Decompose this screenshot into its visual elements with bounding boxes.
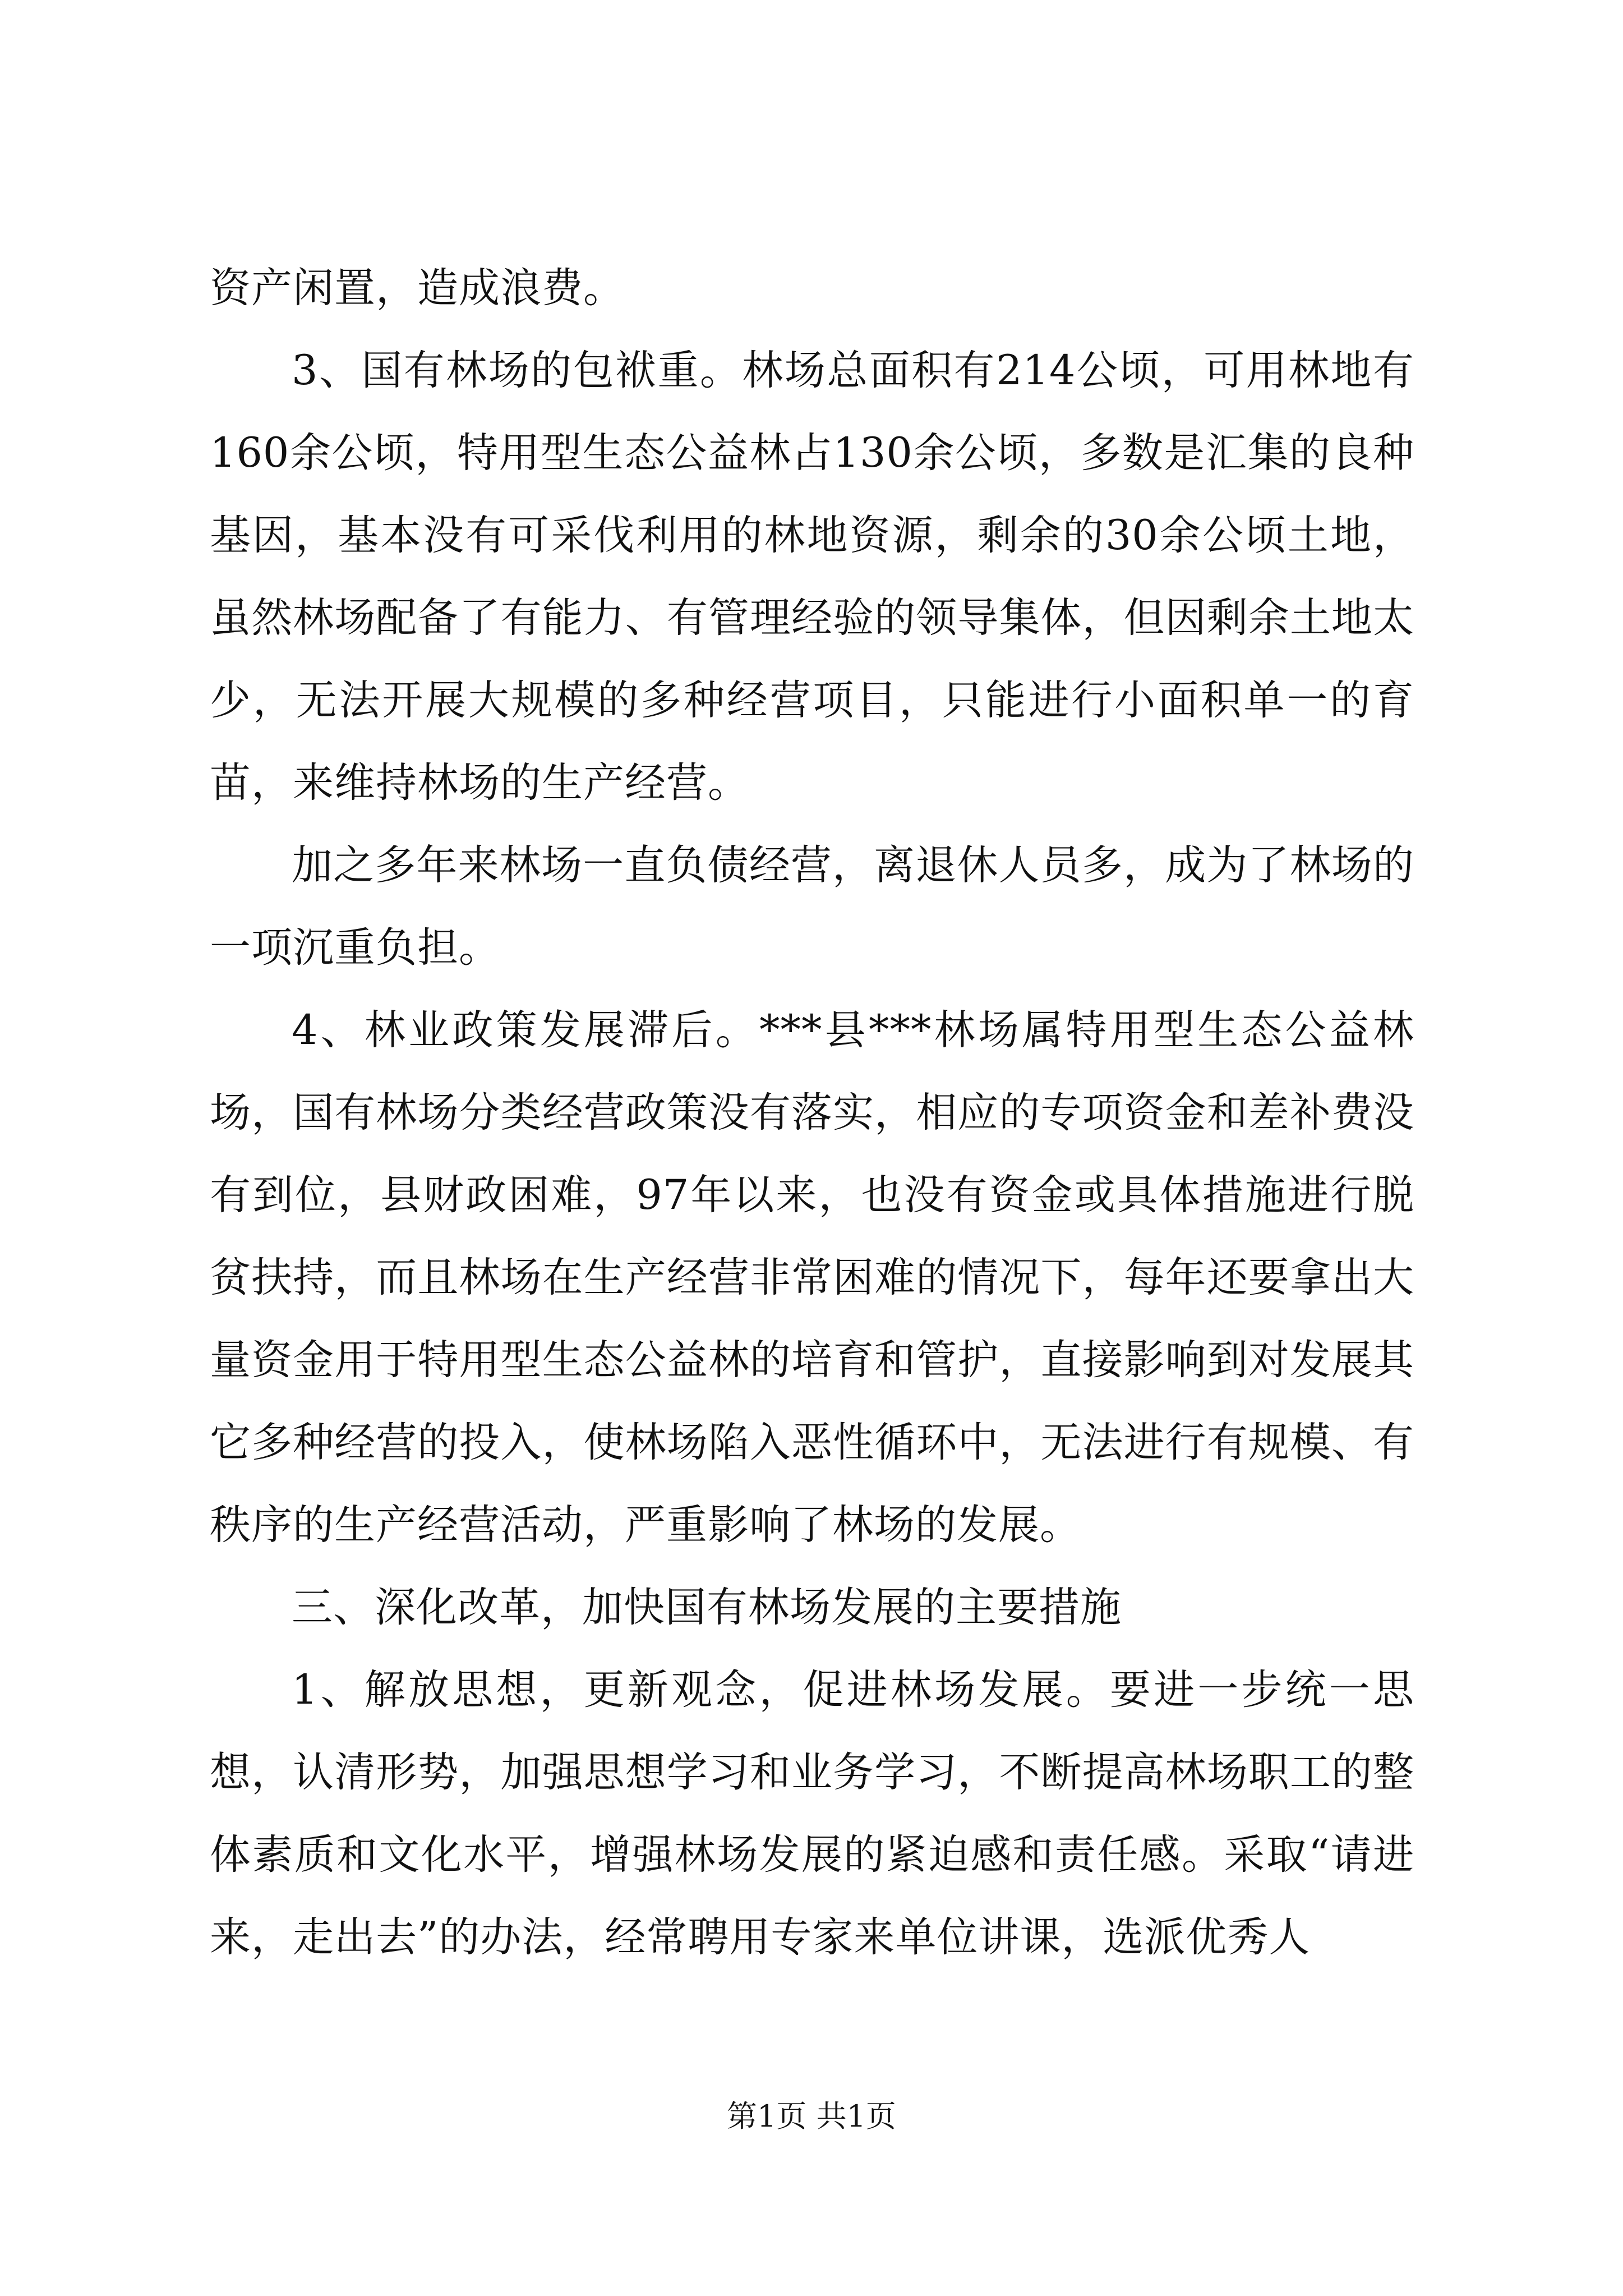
- paragraph-4: 4、林业政策发展滞后。***县***林场属特用型生态公益林场，国有林场分类经营政策没有落实，相应的专项资金和差补费没有到位，县财政困难，97年以来，也没有资金或具体措施进行脱贫扶持，而且林场在生产经营非常困难的情况下，每年还要拿出大量资金用于特用型生态公益林的培育和管护，直接影响到对发展其它多种经营的投入，使林场陷入恶性循环中，无法进行有规模、有秩序的生产经营活动，严重影响了林场的发展。: [210, 1006, 1414, 1549]
- paragraph-5: 1、解放思想，更新观念，促进林场发展。要进一步统一思想，认清形势，加强思想学习和业务学习，不断提高林场职工的整体素质和文化水平，增强林场发展的紧迫感和责任感。采取“请进来，走出去”的办法，经常聘用专家来单位讲课，选派优秀人: [210, 1666, 1414, 1961]
- paragraph-1: 资产闲置，造成浪费。: [210, 264, 625, 312]
- paragraph-3: 加之多年来林场一直负债经营，离退休人员多，成为了林场的一项沉重负担。: [210, 841, 1414, 972]
- section-heading: 三、深化改革，加快国有林场发展的主要措施: [292, 1584, 1122, 1631]
- paragraph-2: 3、国有林场的包袱重。林场总面积有214公顷，可用林地有160余公顷，特用型生态公益林占130余公顷，多数是汇集的良种基因，基本没有可采伐利用的林地资源，剩余的30余公顷土地，虽然林场配备了有能力、有管理经验的领导集体，但因剩余土地太少，无法开展大规模的多种经营项目，只能进行小面积单一的育苗，来维持林场的生产经营。: [210, 347, 1414, 807]
- document-body: [210, 247, 1414, 1978]
- page-number-footer: 第1页 共1页: [727, 2099, 896, 2134]
